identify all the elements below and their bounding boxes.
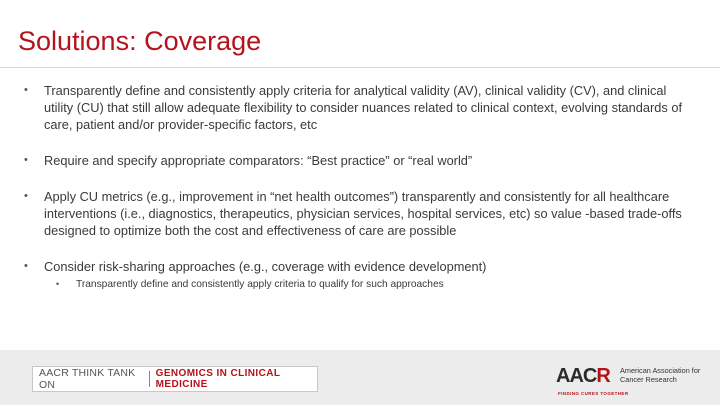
bullet-text: Apply CU metrics (e.g., improvement in “net health outcomes”) transparently and consistently for all healthcare interventions (i.e., diagnostics, therapeutics, physician services, hospital services, etc) so value -based trade-offs designed to optimize both the cost and effectiveness of care are possible — [44, 189, 682, 238]
aacr-logo-mark: AACR — [556, 365, 610, 387]
aacr-logo-tagline: FINDING CURES TOGETHER — [558, 391, 629, 396]
think-tank-label: AACR THINK TANK ON — [39, 367, 136, 391]
bullet-item — [0, 258, 720, 275]
bullet-item — [0, 82, 720, 133]
bullet-text: Consider risk-sharing approaches (e.g., coverage with evidence development) — [44, 259, 487, 274]
program-label: GENOMICS IN CLINICAL MEDICINE — [155, 368, 281, 390]
sub-bullet-text: Transparently define and consistently apply criteria to qualify for such approaches — [76, 279, 444, 290]
bullet-list — [0, 82, 720, 291]
sub-bullet-item — [0, 278, 720, 291]
bullet-marker: • — [24, 260, 28, 272]
bullet-marker: • — [24, 190, 28, 202]
bullet-item — [0, 188, 720, 239]
bullet-text: Require and specify appropriate comparators: “Best practice” or “real world” — [44, 153, 473, 168]
bullet-text: Transparently define and consistently apply criteria for analytical validity (AV), clinical validity (CV), and clinical utility (CU) that still allow adequate flexibility to consider nuances related to clinical context, evolving standards of care, patient and/or provider-specific factors, etc — [44, 83, 683, 132]
bullet-item — [0, 152, 720, 169]
slide-title: Solutions: Coverage — [18, 26, 262, 56]
bullet-marker: • — [56, 279, 60, 289]
think-tank-banner — [32, 366, 318, 392]
bullet-marker: • — [24, 84, 28, 96]
aacr-logo-name: American Association for Cancer Research — [620, 366, 701, 384]
title-divider — [0, 67, 720, 68]
bullet-marker: • — [24, 154, 28, 166]
footer-bar — [0, 350, 720, 405]
aacr-logo — [556, 363, 716, 399]
